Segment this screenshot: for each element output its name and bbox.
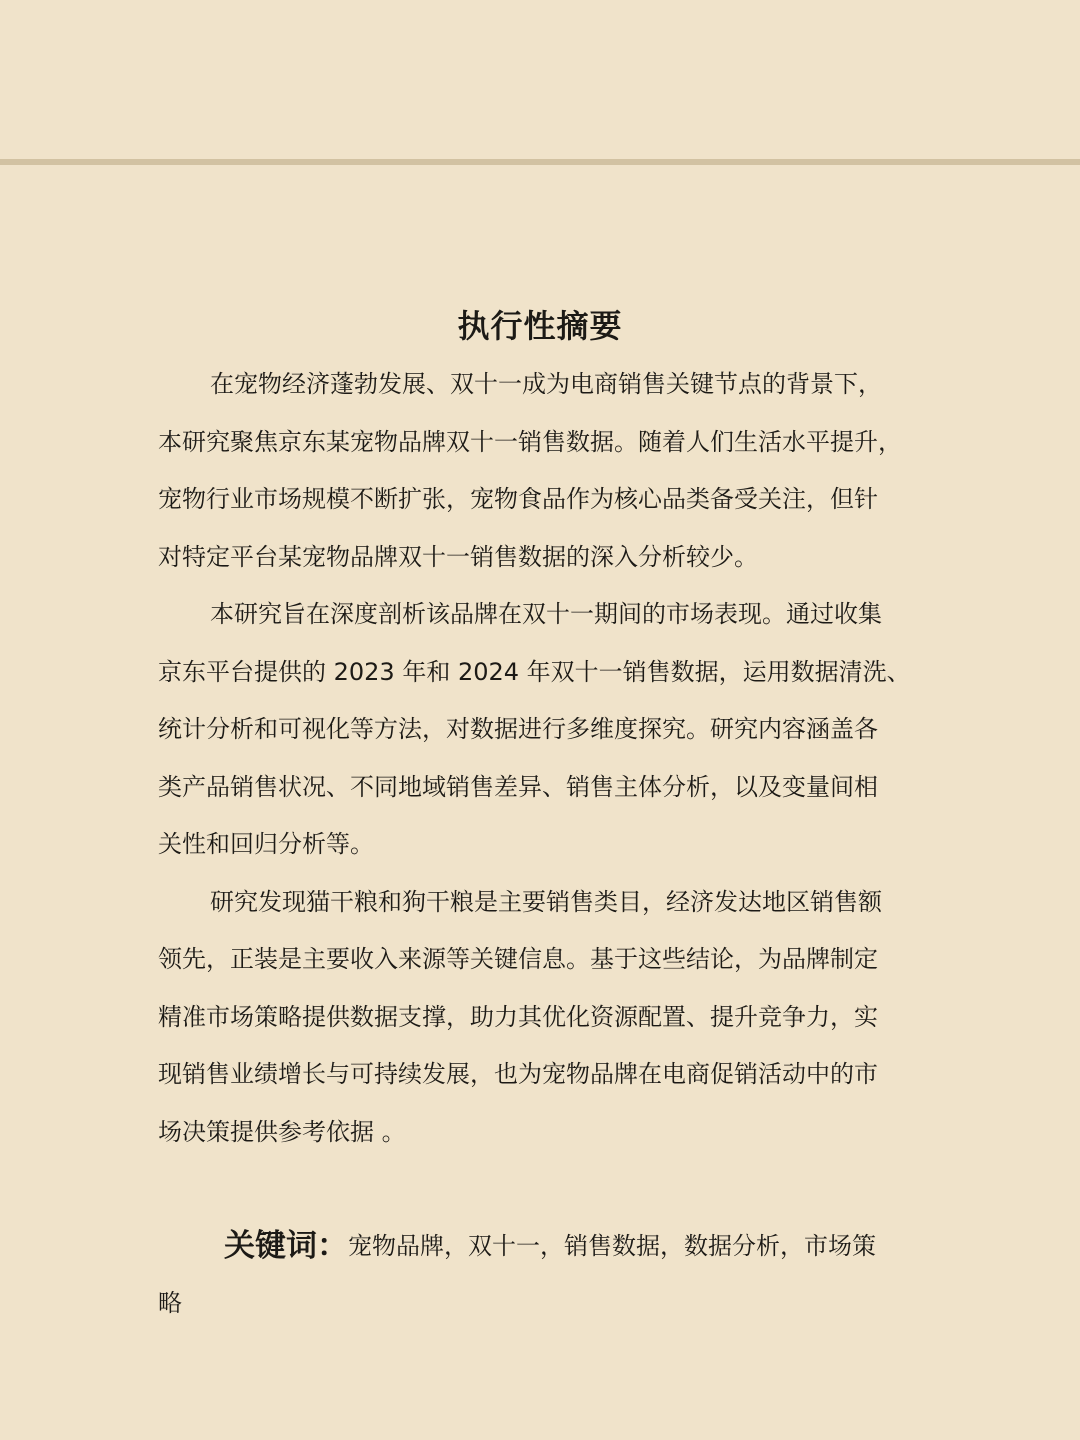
paragraph-line: 领先，正装是主要收入来源等关键信息。基于这些结论，为品牌制定 (158, 945, 878, 973)
paragraph-line: 统计分析和可视化等方法，对数据进行多维度探究。研究内容涵盖各 (158, 715, 878, 743)
paragraph-line: 类产品销售状况、不同地域销售差异、销售主体分析，以及变量间相 (158, 772, 878, 801)
keywords-label: 关键词： (224, 1228, 348, 1264)
paragraph-line: 宠物行业市场规模不断扩张，宠物食品作为核心品类备受关注，但针 (158, 485, 878, 513)
abstract-body (158, 356, 958, 1161)
paragraph-line: 场决策提供参考依据 。 (158, 1117, 406, 1146)
paragraph-line: 研究发现猫干粮和狗干粮是主要销售类目，经济发达地区销售额 (210, 887, 882, 916)
paragraph-line: 本研究聚焦京东某宠物品牌双十一销售数据。随着人们生活水平提升， (158, 427, 902, 456)
paragraph-line: 在宠物经济蓬勃发展、双十一成为电商销售关键节点的背景下， (210, 370, 882, 398)
paragraph-line: 京东平台提供的 2023 年和 2024 年双十一销售数据，运用数据清洗、 (158, 657, 911, 686)
paragraph-line: 关性和回归分析等。 (158, 830, 374, 858)
paragraph-line: 对特定平台某宠物品牌双十一销售数据的深入分析较少。 (158, 542, 758, 571)
keywords-list: 宠物品牌，双十一，销售数据，数据分析，市场策 (348, 1232, 876, 1260)
page-title: 执行性摘要 (457, 307, 623, 345)
keywords-section (158, 1218, 958, 1332)
keywords-line (158, 1218, 958, 1275)
header-divider (0, 159, 1080, 165)
keywords-continuation: 略 (158, 1289, 182, 1317)
paragraph-line: 本研究旨在深度剖析该品牌在双十一期间的市场表现。通过收集 (210, 600, 882, 628)
paragraph-line: 现销售业绩增长与可持续发展，也为宠物品牌在电商促销活动中的市 (158, 1060, 878, 1088)
paragraph-line: 精准市场策略提供数据支撑，助力其优化资源配置、提升竞争力，实 (158, 1002, 878, 1031)
